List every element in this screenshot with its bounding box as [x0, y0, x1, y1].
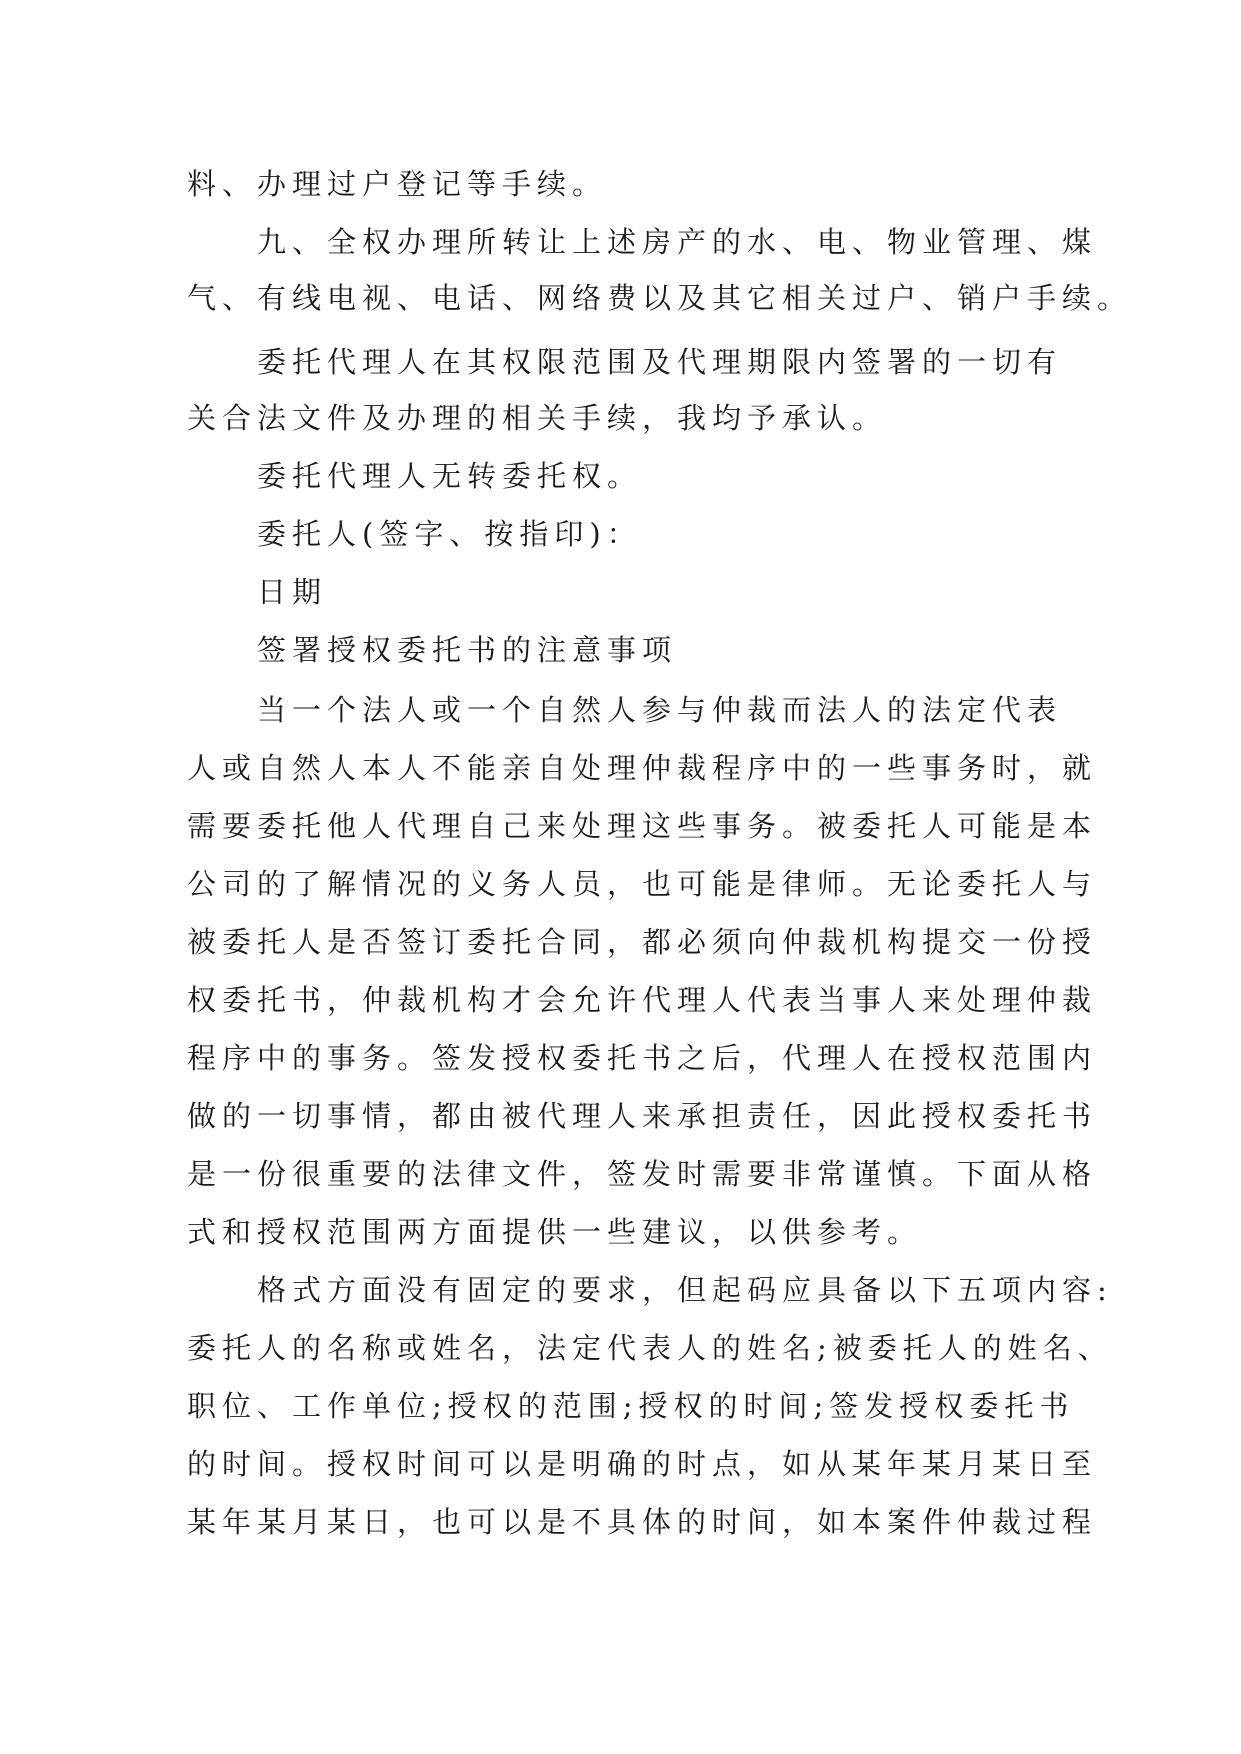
text-line: 的时间。授权时间可以是明确的时点，如从某年某月某日至 [187, 1447, 1098, 1481]
text-line: 公司的了解情况的义务人员，也可能是律师。无论委托人与 [187, 867, 1098, 901]
text-line: 权委托书，仲裁机构才会允许代理人代表当事人来处理仲裁 [187, 983, 1098, 1017]
section-heading: 签署授权委托书的注意事项 [257, 633, 678, 667]
text-line: 被委托人是否签订委托合同，都必须向仲裁机构提交一份授 [187, 925, 1098, 959]
text-line: 当一个法人或一个自然人参与仲裁而法人的法定代表 [257, 693, 1063, 727]
text-line: 职位、工作单位;授权的范围;授权的时间;签发授权委托书 [187, 1389, 1075, 1423]
text-line: 委托人(签字、按指印)： [257, 517, 642, 551]
text-line: 式和授权范围两方面提供一些建议，以供参考。 [187, 1215, 923, 1249]
text-line: 需要委托他人代理自己来处理这些事务。被委托人可能是本 [187, 809, 1098, 843]
text-line: 关合法文件及办理的相关手续，我均予承认。 [187, 401, 888, 435]
text-line: 料、办理过户登记等手续。 [187, 167, 608, 201]
text-line: 人或自然人本人不能亲自处理仲裁程序中的一些事务时，就 [187, 751, 1098, 785]
text-line: 九、全权办理所转让上述房产的水、电、物业管理、煤 [257, 225, 1098, 259]
text-line: 是一份很重要的法律文件，签发时需要非常谨慎。下面从格 [187, 1157, 1098, 1191]
text-line: 日期 [257, 575, 328, 609]
text-line: 做的一切事情，都由被代理人来承担责任，因此授权委托书 [187, 1099, 1098, 1133]
text-line: 委托人的名称或姓名，法定代表人的姓名;被委托人的姓名、 [187, 1331, 1113, 1365]
text-line: 程序中的事务。签发授权委托书之后，代理人在授权范围内 [187, 1041, 1098, 1075]
text-line: 委托代理人在其权限范围及代理期限内签署的一切有 [257, 345, 1063, 379]
text-line: 格式方面没有固定的要求，但起码应具备以下五项内容: [257, 1273, 1113, 1307]
text-line: 某年某月某日，也可以是不具体的时间，如本案件仲裁过程 [187, 1505, 1098, 1539]
text-line: 气、有线电视、电话、网络费以及其它相关过户、销户手续。 [187, 281, 1133, 315]
text-line: 委托代理人无转委托权。 [257, 459, 643, 493]
